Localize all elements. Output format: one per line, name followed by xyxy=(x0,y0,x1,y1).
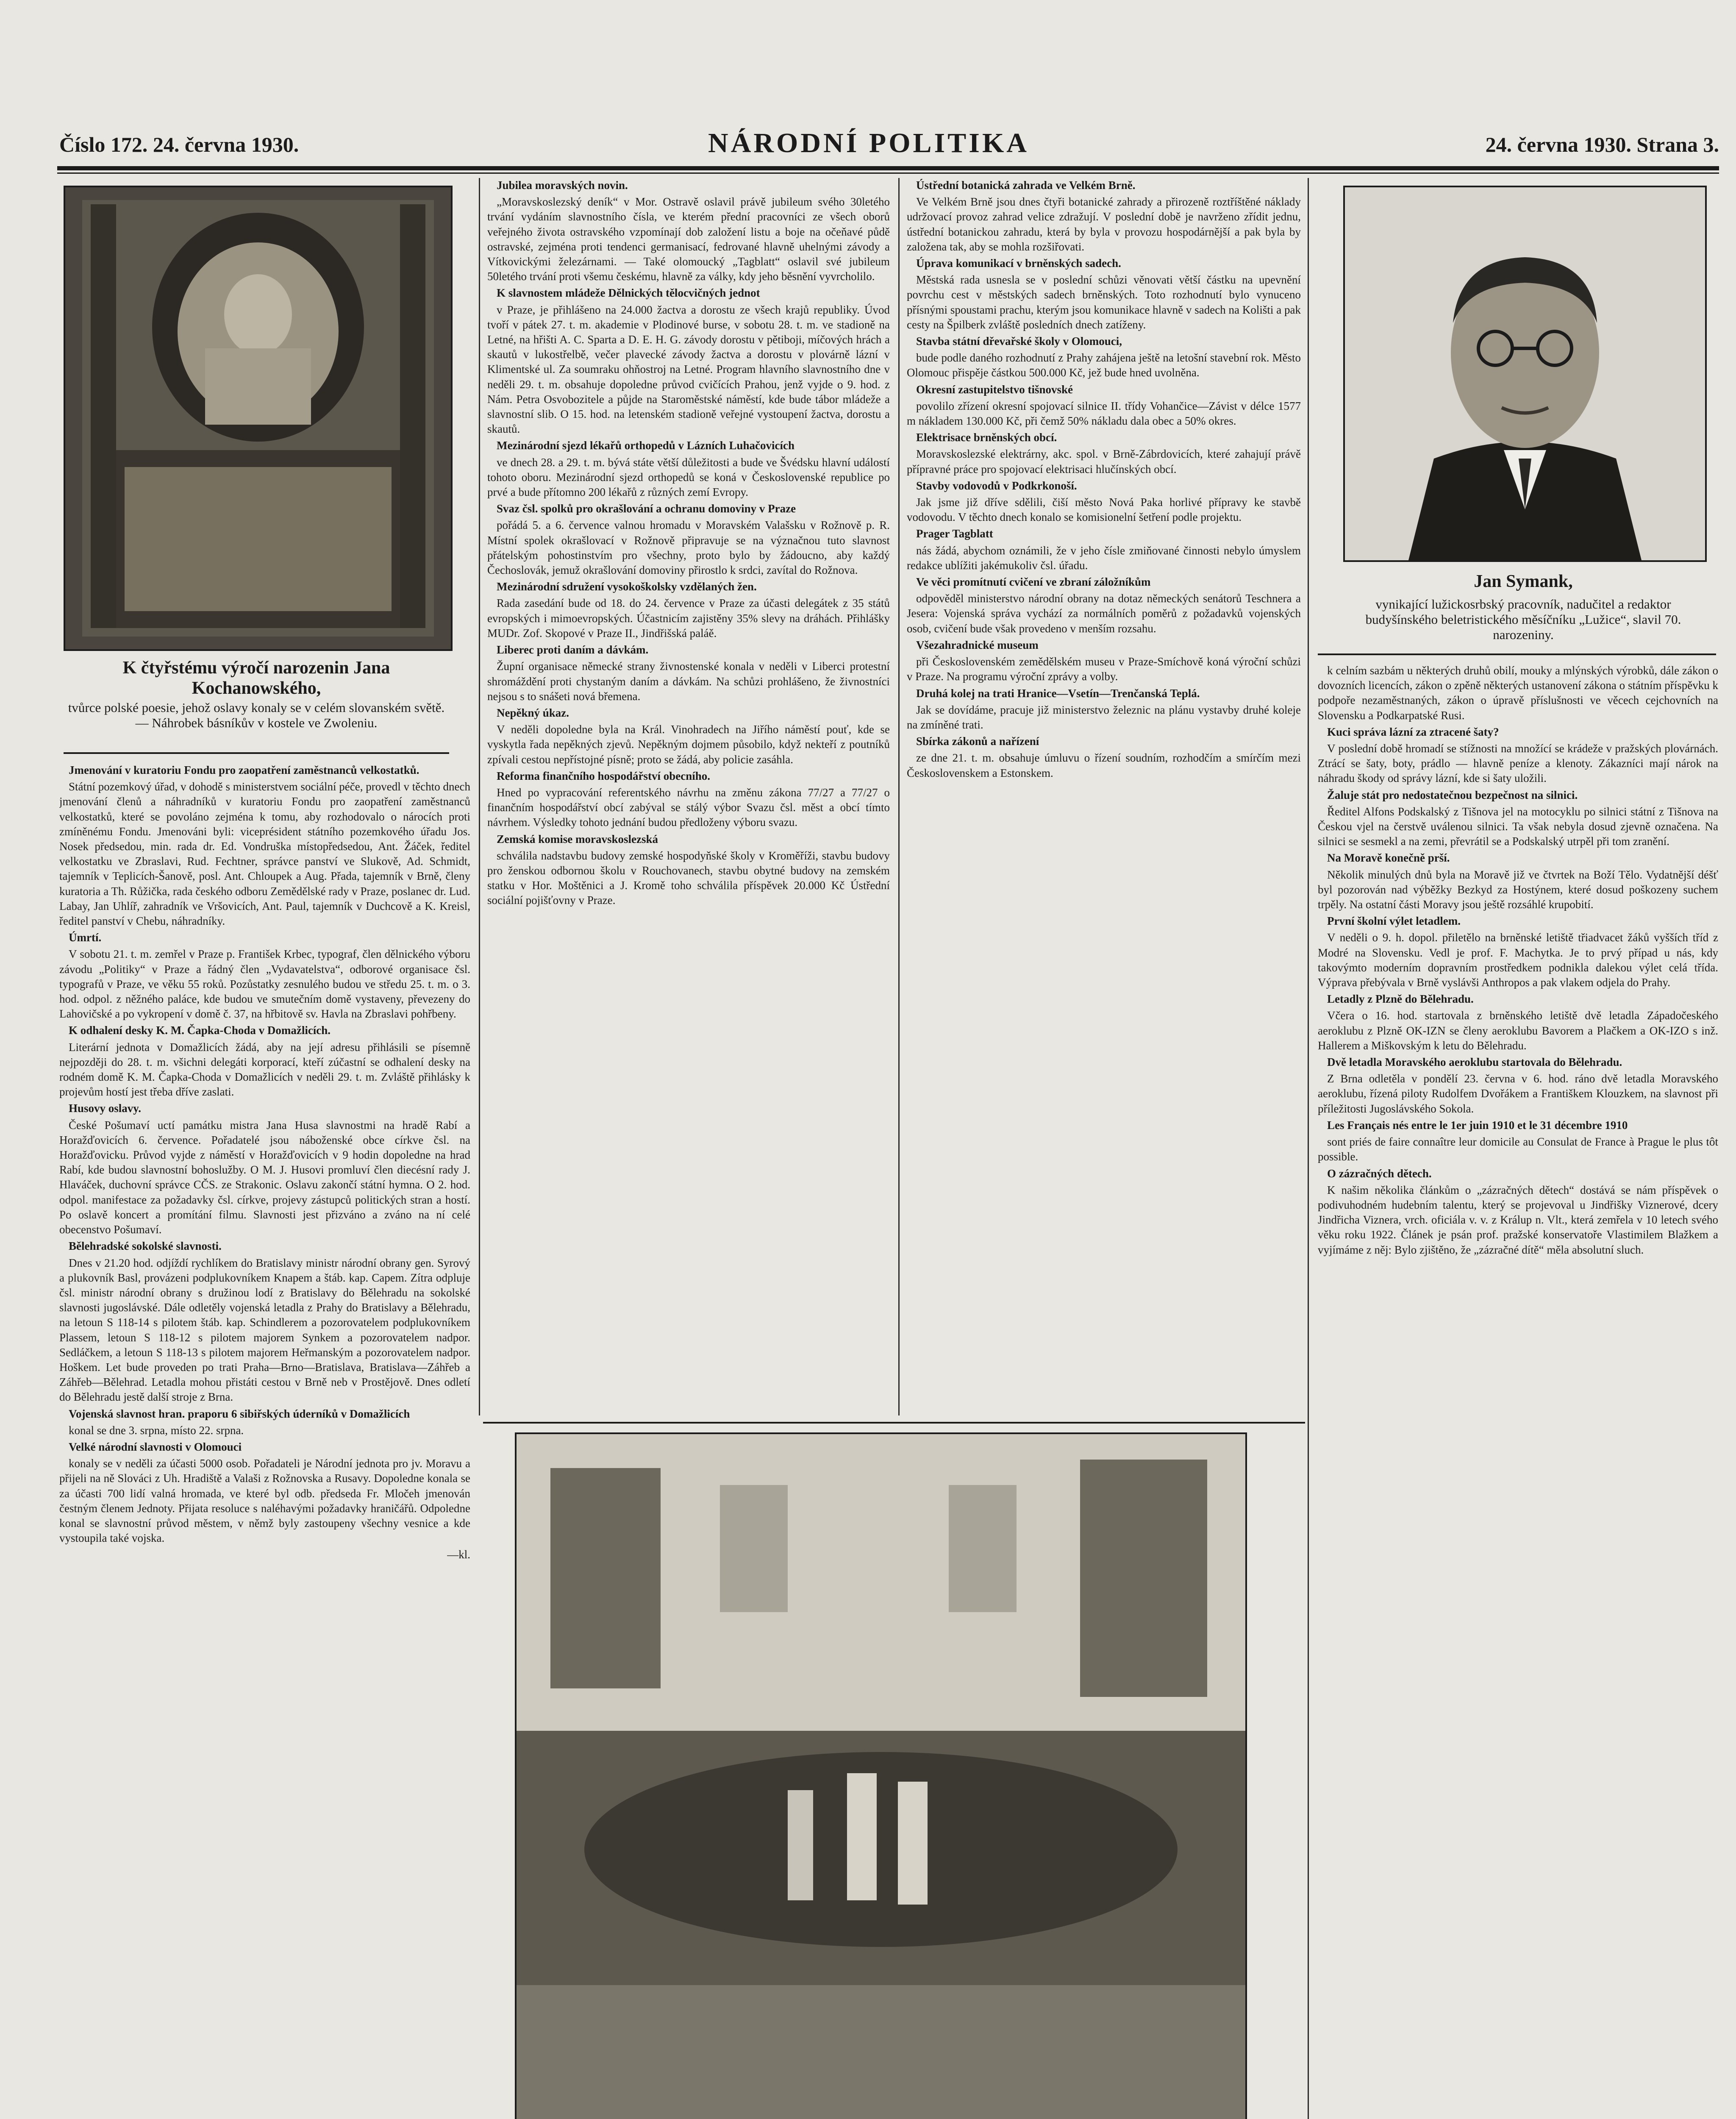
newspaper-title: NÁRODNÍ POLITIKA xyxy=(708,128,1029,159)
article-body: Městská rada usnesla se v poslední schůzi věnovati větší částku na upevnění povrchu cest v městských sadech brněnských. Toto rozhodnutí bylo vynuceno přísnými spoustami prachu, kterým jsou komunikace hlavně v sadech na Kolišti a pak cesty na Špilberk zvláště posledních dnech zatíženy. xyxy=(907,273,1301,331)
article-body: Z Brna odletěla v pondělí 23. června v 6. hod. ráno dvě letadla Moravského aeroklubu, řízená piloty Rudolfem Dvořákem a Františkem Klouzkem, na slavnost při příležitosti Jugoslávského Sokola. xyxy=(1318,1072,1718,1115)
article-heading: Bělehradské sokolské slavnosti. xyxy=(69,1240,222,1253)
article-heading: Reforma finančního hospodářství obecního. xyxy=(497,769,711,782)
article-heading: K odhalení desky K. M. Čapka-Choda v Domažlicích. xyxy=(69,1024,331,1037)
article-heading: Ústřední botanická zahrada ve Velkém Brně. xyxy=(916,179,1136,192)
tomb-photo xyxy=(64,186,453,651)
article-body: Literární jednota v Domažlicích žádá, aby na její adresu přihlásili se písemně nejpozději do 28. t. m. všichni delegáti korporací, kteří zúčastní se odhalení desky na rodném domě K. M. Čapka-Choda v Domažlicích v neděli 29. t. m. Zvláště přihlásky k projevům hostí jest třeba dříve zaslati. xyxy=(59,1040,470,1098)
article-body: V sobotu 21. t. m. zemřel v Praze p. František Krbec, typograf, člen dělnického výboru závodu „Politiky“ v Praze a řádný člen „Vydavatelstva“, odborové organisace čsl. typografů v Praze, ve věku 55 roků. Pozůstatky zesnulého budou ve středu 25. t. m. o 3. hod. odpol. z něžného paláce, kde budou ve smutečním domě vystaveny, převezeny do Lahovičské a po vykropení v domě č. 37, na hřbitově sv. Havla na Zbraslavi pohřbeny. xyxy=(59,948,470,1021)
article-heading: Všezahradnické museum xyxy=(916,638,1039,651)
section-rule xyxy=(1318,653,1716,655)
article-body: ve dnech 28. a 29. t. m. bývá státe větší důležitosti a bude ve Švédsku hlavní událostí tohoto oboru. Mezinárodní sjezd orthopedů se koná v Československé republice po prvé a bude přítomno 200 lékařů z různých zemí Evropy. xyxy=(487,456,890,499)
article-heading: Vojenská slavnost hran. praporu 6 sibiřských úderníků v Domažlicích xyxy=(69,1407,410,1420)
article-body: pořádá 5. a 6. července valnou hromadu v Moravském Valašsku v Rožnově p. R. Místní spolek okrašlovací v Rožnově připravuje se na význačnou tuto slavnost přátelským pohostinstvím pro všechny, proto bylo by žádoucno, aby každý Čechoslovák, jemuž okrašlování domoviny přirostlo k srdci, zavítal do Rožnova. xyxy=(487,519,890,577)
page-number: 24. června 1930. Strana 3. xyxy=(1485,133,1719,156)
article-body: Rada zasedání bude od 18. do 24. července v Praze za účasti delegátek z 35 států evropských i mimoevropských. Účastnicím zajistěny 35% slevy na dráhách. Přihlášky MUDr. Zof. Skopové v Praze II., Jindřišská paláě. xyxy=(487,597,890,640)
article-body: odpověděl ministerstvo národní obrany na dotaz německých senátorů Teschnera a Jesera: Vojenská správa vychází za normálních poměrů z požadavků vojenských osob, cvičení bude však provedeno v menším rozsahu. xyxy=(907,592,1301,635)
portrait-photo xyxy=(1343,186,1707,562)
article-body: Župní organisace německé strany živnostenské konala v neděli v Liberci protestní shromáždění proti chystaným daním a dávkám. Na schůzi prohlášeno, že živnostníci nejsou s to snášeti nová břemena. xyxy=(487,660,890,703)
article-heading: Úmrtí. xyxy=(69,931,102,944)
article-heading: Jmenování v kuratoriu Fondu pro zaopatření zaměstnanců velkostatků. xyxy=(69,764,419,776)
column-rule xyxy=(1308,178,1309,2119)
article-heading: Velké národní slavnosti v Olomouci xyxy=(69,1440,242,1453)
article-heading: Les Français nés entre le 1er juin 1910 et le 31 décembre 1910 xyxy=(1327,1118,1628,1132)
left-photo-caption-text: tvůrce polské poesie, jehož oslavy konaly se v celém slovanském světě. — Náhrobek básníkův v kostele ve Zwoleniu. xyxy=(68,700,445,730)
article-body: Ve Velkém Brně jsou dnes čtyři botanické zahrady a přirozeně roztříštěné náklady udržovací provoz zahrad velice zdražují. V poslední době je navrženo zřídit jednu, ústřední botanickou zahradu, která by byla v provozu hospodárnější a pak byla by založena tak, aby se mohla rozšiřovati. xyxy=(907,195,1301,253)
article-heading: Zemská komise moravskoslezská xyxy=(497,832,658,845)
article-body: V neděli dopoledne byla na Král. Vinohradech na Jiřího náměstí pouť, kde se vyskytla řada nepěkných zjevů. Nepěkným dojmem působilo, když nekteří z poutníků zpívali cestou nepřístojné písně; proto se žádá, aby policie zasáhla. xyxy=(487,723,890,766)
article-heading: První školní výlet letadlem. xyxy=(1327,915,1461,928)
article-heading: Mezinárodní sdružení vysokoškolsky vzdělaných žen. xyxy=(497,580,757,593)
article-heading: Husovy oslavy. xyxy=(69,1102,142,1115)
portrait-image xyxy=(1345,187,1705,560)
article-body: povolilo zřízení okresní spojovací silnice II. třídy Vohančice—Závist v délce 1577 m nákladem 130.000 Kč, při čemž 50% nákladu dala obec a 50% okres. xyxy=(907,399,1301,428)
sofia-celebration-photo xyxy=(515,1432,1247,2119)
article-heading: Stavba státní dřevařské školy v Olomouci, xyxy=(916,335,1122,348)
article-heading: Dvě letadla Moravského aeroklubu startovala do Bělehradu. xyxy=(1327,1056,1622,1069)
article-body: Jak se dovídáme, pracuje již ministerstvo železnic na plánu vystavby druhé koleje na zmíněné trati. xyxy=(907,703,1301,731)
article-body: Včera o 16. hod. startovala z brněnského letiště dvě letadla Západočeského aeroklubu z Plzně OK-IZN se členy aeroklubu Bavorem a Plačkem a OK-IZO s inž. Hallerem a Miškovským k letu do Bělehradu. xyxy=(1318,1009,1718,1052)
article-body: V neděli o 9. h. dopol. přiletělo na brněnské letiště třiadvacet žáků vyšších tříd z Modré na Slovensku. Vedl je prof. F. Machytka. Je to prvý případ u nás, kdy takovýmto moderním dopravním prostředkem podnikla dalekou výlet celá třída. Výprava přebývala v Brně vyslávši Anthropos a pak vlakem odjela do Prahy. xyxy=(1318,931,1718,989)
article-body: V poslední době hromadí se stížnosti na množící se krádeže v pražských plovárnách. Ztrácí se šaty, boty, prádlo — hlavně peníze a klenoty. Zákazníci mají nárok na náhradu škody od správy lázní, kde si šaty uložili. xyxy=(1318,742,1718,785)
article-heading: Jubilea moravských novin. xyxy=(497,179,628,192)
procession-image xyxy=(517,1434,1245,2119)
article-heading: Liberec proti daním a dávkám. xyxy=(497,643,649,656)
article-heading: Sbírka zákonů a nařízení xyxy=(916,735,1039,748)
article-body: ze dne 21. t. m. obsahuje úmluvu o řízení soudním, rozhodčím a smírčím mezi Československem a Estonskem. xyxy=(907,751,1301,779)
article-heading: Mezinárodní sjezd lékařů orthopedů v Lázních Luhačovicích xyxy=(497,439,795,452)
article-body: Dnes v 21.20 hod. odjíždí rychlíkem do Bratislavy ministr národní obrany gen. Syrový a plukovník Basl, provázeni podplukovníkem Knapem a štáb. kap. Capem. Zítra odpluje čsl. ministr národní obrany s družinou lodí z Bratislavy do Bělehradu na sokolské slavnosti jugoslávské. Dále odletěly vojenská letadla z Prahy do Bratislavy a Bělehradu, na letoun S 118-14 s pilotem štáb. kap. Schindlerem a pozorovatelem podplukovníkem Plassem, letoun S 118-12 s pilotem majorem Synkem a pozorovatelem nadpor. Sedláčkem, a letoun S 118-13 s pilotem majorem Heřmanským a pozorovatelem nadpor. Hoškem. Let bude proveden po trati Praha—Brno—Bratislava, Bratislava—Záhřeb a Záhřeb—Bělehrad. Letadla mohou přistáti cestou v Brně neb v Prostějově. Dnes odletí do Bělehradu jestě další stroje z Brna. xyxy=(59,1256,470,1404)
article-heading: K slavnostem mládeže Dělnických tělocvičných jednot xyxy=(497,286,760,300)
tomb-image xyxy=(65,187,451,649)
article-heading: Druhá kolej na trati Hranice—Vsetín—Trenčanská Teplá. xyxy=(916,687,1200,700)
article-body: při Československém zemědělském museu v Praze-Smíchově koná výroční schůzi v Praze. Na programu výroční zprávy a volby. xyxy=(907,655,1301,683)
column-1 xyxy=(59,763,470,2119)
article-heading: Prager Tagblatt xyxy=(916,527,993,540)
article-body: bude podle daného rozhodnutí z Prahy zahájena ještě na letošní stavební rok. Město Olomouc přispěje částkou 500.000 Kč, jež bude hned uvolněna. xyxy=(907,351,1301,379)
article-heading: Ve věci promítnutí cvičení ve zbraní záložníkům xyxy=(916,576,1151,589)
article-body: v Praze, je přihlášeno na 24.000 žactva a dorostu ze všech krajů republiky. Úvod tvoří v pátek 27. t. m. akademie v Plodinové burse, v sobotu 28. t. m. ve stadioně na Letné, na hřišti A. C. Sparta a D. E. H. G. závody dorostu v pětiboji, míčových hrách a skautů v lukostřelbě, večer plavecké závody žactva a dorostu v plovárně lázní v Klimentské ul. Za soumraku ohňostroj na Letné. Program hlavního slavnostního dne v neděli 29. t. m. obsahuje dopoledne průvod cvičících Prahou, jenž vyjde o 9. hod. z Nám. Petra Osvobozitele a půjde na Staroměstské náměstí, kde bude tábor mládeže a slavnostní slib. O 15. hod. na letenském stadioně veřejné vystoupení žactva, dorostu a skautů. xyxy=(487,303,890,436)
article-body: Několik minulých dnů byla na Moravě již ve čtvrtek na Boží Tělo. Vydatnější déšť byl pozorován nad výběžky Bezkyd za Hostýnem, které dosud poškozeny suchem trpěly. Na ostatní části Moravy jsou ještě rozsáhlé krupobití. xyxy=(1318,868,1718,911)
column-signature: —kl. xyxy=(447,1548,470,1561)
column-4 xyxy=(1318,663,1718,2119)
article-body: k celním sazbám u některých druhů obilí, mouky a mlýnských výrobků, dále zákon o dovozních licencích, zákon o zpěně některých ustanovení zákona o státním příspěvku k podpoře nezaměstnaných, zákon o úpravě příslušnosti ve věcech cejchovních na Slovensku a Podkarpatské Rusi. xyxy=(1318,664,1718,722)
article-heading: Letadly z Plzně do Bělehradu. xyxy=(1327,993,1474,1006)
section-rule xyxy=(483,1422,1305,1424)
article-heading: Žaluje stát pro nedostatečnou bezpečnost na silnici. xyxy=(1327,788,1578,801)
article-heading: Nepěkný úkaz. xyxy=(497,706,569,719)
article-body: Státní pozemkový úřad, v dohodě s ministerstvem sociální péče, provedl v těchto dnech jmenování členů a náhradníků v kuratoriu Fondu pro zaopatření zaměstnanců velkostatků, které se povoláno zejména k tomu, aby rozhodovalo o nárocích proti zmíněnému Fondu. Jmenováni byli: viceprésident státního pozemkového úřadu Jos. Nosek předsedou, min. rada dr. Ed. Vondruška místopředsedou, Ant. Žáček, ředitel velkostatku ve Zbraslavi, Rud. Fechtner, správce panství ve Slukově, Ad. Schmidt, tajemník v Teplicích-Šanově, posl. Ant. Chloupek a Aug. Přada, tajemník v Brně, členy kuratoria a Th. Růžička, rada českého odboru Zemědělské rady v Praze, poslanec dr. Lud. Labay, Jan Uhlíř, zahradník ve Vršovicích, Ant. Paul, tajemník v Duchcově a K. Kreisl, ředitel panství v Chebu, náhradníky. xyxy=(59,780,470,928)
article-body: České Pošumaví uctí památku mistra Jana Husa slavnostmi na hradě Rabí a Horažďovicích 6. července. Pořadatelé jsou náboženské obce církve čsl. na Horažďovicku. Průvod vyjde z náměstí v Horažďovicích v 9 hodin dopoledne na hrad Rabí, kde budou slavnostní bohoslužby. O M. J. Husovi promluví člen diecésní rady J. Hlaváček, duchovní správce CČS. ze Strakonic. Oslavu zakončí státní hymna. O 2. hod. odpol. manifestace za požadavky čsl. církve, projevy zástupců politických stran a hostí. Po oslavě koncert a promítání filmu. Slavnosti jest přizváno a zváno na ní celé obecenstvo Pošumaví. xyxy=(59,1118,470,1236)
column-rule xyxy=(898,178,900,1415)
article-body: Jak jsme již dříve sdělili, čiší město Nová Paka horlivé přípravy ke stavbě vodovodu. V těchto dnech konalo se komisionelní šetření podle projektu. xyxy=(907,496,1301,524)
column-2 xyxy=(487,178,890,1407)
masthead-rule-thin xyxy=(57,172,1719,174)
issue-date: Číslo 172. 24. června 1930. xyxy=(59,133,299,156)
article-heading: Okresní zastupitelstvo tišnovské xyxy=(916,383,1073,396)
left-photo-caption-title: K čtyřstému výročí narozenin Jana Kochanowského, xyxy=(122,658,390,698)
article-heading: Svaz čsl. spolků pro okrašlování a ochranu domoviny v Praze xyxy=(497,502,796,515)
article-body: konaly se v neděli za účasti 5000 osob. Pořadateli je Národní jednota pro jv. Moravu a přijeli na ně Slováci z Uh. Hradiště a Valaši z Rožnovska a Rusavy. Dopoledne konala se za účasti 700 lidí valná hromada, ve které byl odb. předseda Fr. Mločeh jmenován čestným členem Jednoty. Přijata resoluce s naléhavými požadavky hraničářů. Odpoledne konal se slavnostní průvod městem, v němž byly zastoupeny všechny vesnice a kde vystoupila také vojska. xyxy=(59,1457,470,1545)
section-rule xyxy=(64,752,449,754)
column-rule xyxy=(479,178,480,1415)
article-body: konal se dne 3. srpna, místo 22. srpna. xyxy=(69,1424,244,1437)
article-body: K našim několika článkům o „zázračných dětech“ dostává se nám příspěvek o podivuhodném hudebním talentu, který se projevoval u Jindřišky Viznerové, dcery Jindřicha Viznera, vrch. oficiála v. v. z Králup n. Vlt., která zemřela v 10 letech svého věku roku 1922. Článek je psán prof. pražské konservatoře Vlastimilem Blažkem a vyjímáme z něj: Bylo zjištěno, že „zázračné dítě“ měla absolutní sluch. xyxy=(1318,1183,1718,1256)
article-body: „Moravskoslezský deník“ v Mor. Ostravě oslavil právě jubileum svého 30letého trvání vydáním slavnostního čísla, ve kterém přední pracovníci ze všech oborů veřejného života ostravského vzpomínají dob založení listu a boje na očeňavé půdě ostravské, zejména proti tendenci germanisací, fedrované hlavně uhelnými závody a Vítkovickými železárnami. — Také olomoucký „Tagblatt“ oslavil své jubileum 50letého trvání proti všemu českému, hlavně za války, kdy jeho běsnění vyvrcholilo. xyxy=(487,195,890,283)
article-body: Hned po vypracování referentského návrhu na změnu zákona 77/27 a 77/27 o finančním hospodářství obcí zabýval se stálý výbor Svazu čsl. měst a obcí tímto návrhem. Výsledky tohoto jednání budou předloženy výboru svazu. xyxy=(487,786,890,829)
article-body: Moravskoslezské elektrárny, akc. spol. v Brně-Zábrdovicích, které zahajují právě přípravné práce pro spojovací elektrisaci hlučínských obcí. xyxy=(907,448,1301,476)
article-heading: O zázračných dětech. xyxy=(1327,1167,1432,1180)
article-body: nás žádá, abychom oznámili, že v jeho čísle zmiňované činnosti nebylo úmyslem redakce ublížiti jakémukoliv čsl. úřadu. xyxy=(907,544,1301,572)
article-body: Ředitel Alfons Podskalský z Tišnova jel na motocyklu po silnici státní z Tišnova na Českou vjel na čerstvě uválenou silnici. Ta však nebyla dosud zjevně označena. Na silnici se sesmekl a na zemi, převrátil se a Podskalský utrpěl při tom zranění. xyxy=(1318,805,1718,848)
article-body: schválila nadstavbu budovy zemské hospodyňské školy v Kroměříži, stavbu budovy pro ženskou odbornou školu v Rouchovanech, stavbu obytné budovy na zemském statku v Hor. Moštěnici a J. Kromě toho schválila příspěvek 20.000 Kč Ústřední sociální pojišťovny v Praze. xyxy=(487,849,890,907)
right-photo-caption-text: vynikající lužickosrbský pracovník, nadučitel a redaktor budyšínského beletristického měsíčníku „Lužice“, slavil 70. narozeniny. xyxy=(1365,597,1681,642)
article-body: sont priés de faire connaître leur domicile au Consulat de France à Prague le plus tôt possible. xyxy=(1318,1135,1718,1163)
masthead-rule xyxy=(57,166,1719,170)
right-photo-caption-title: Jan Symank, xyxy=(1474,572,1573,591)
article-heading: Elektrisace brněnských obcí. xyxy=(916,431,1057,444)
article-heading: Stavby vodovodů v Podkrkonoší. xyxy=(916,479,1077,492)
article-heading: Kuci správa lázní za ztracené šaty? xyxy=(1327,725,1499,738)
article-heading: Úprava komunikací v brněnských sadech. xyxy=(916,257,1121,270)
column-3 xyxy=(907,178,1301,1407)
article-heading: Na Moravě konečně prší. xyxy=(1327,851,1450,865)
